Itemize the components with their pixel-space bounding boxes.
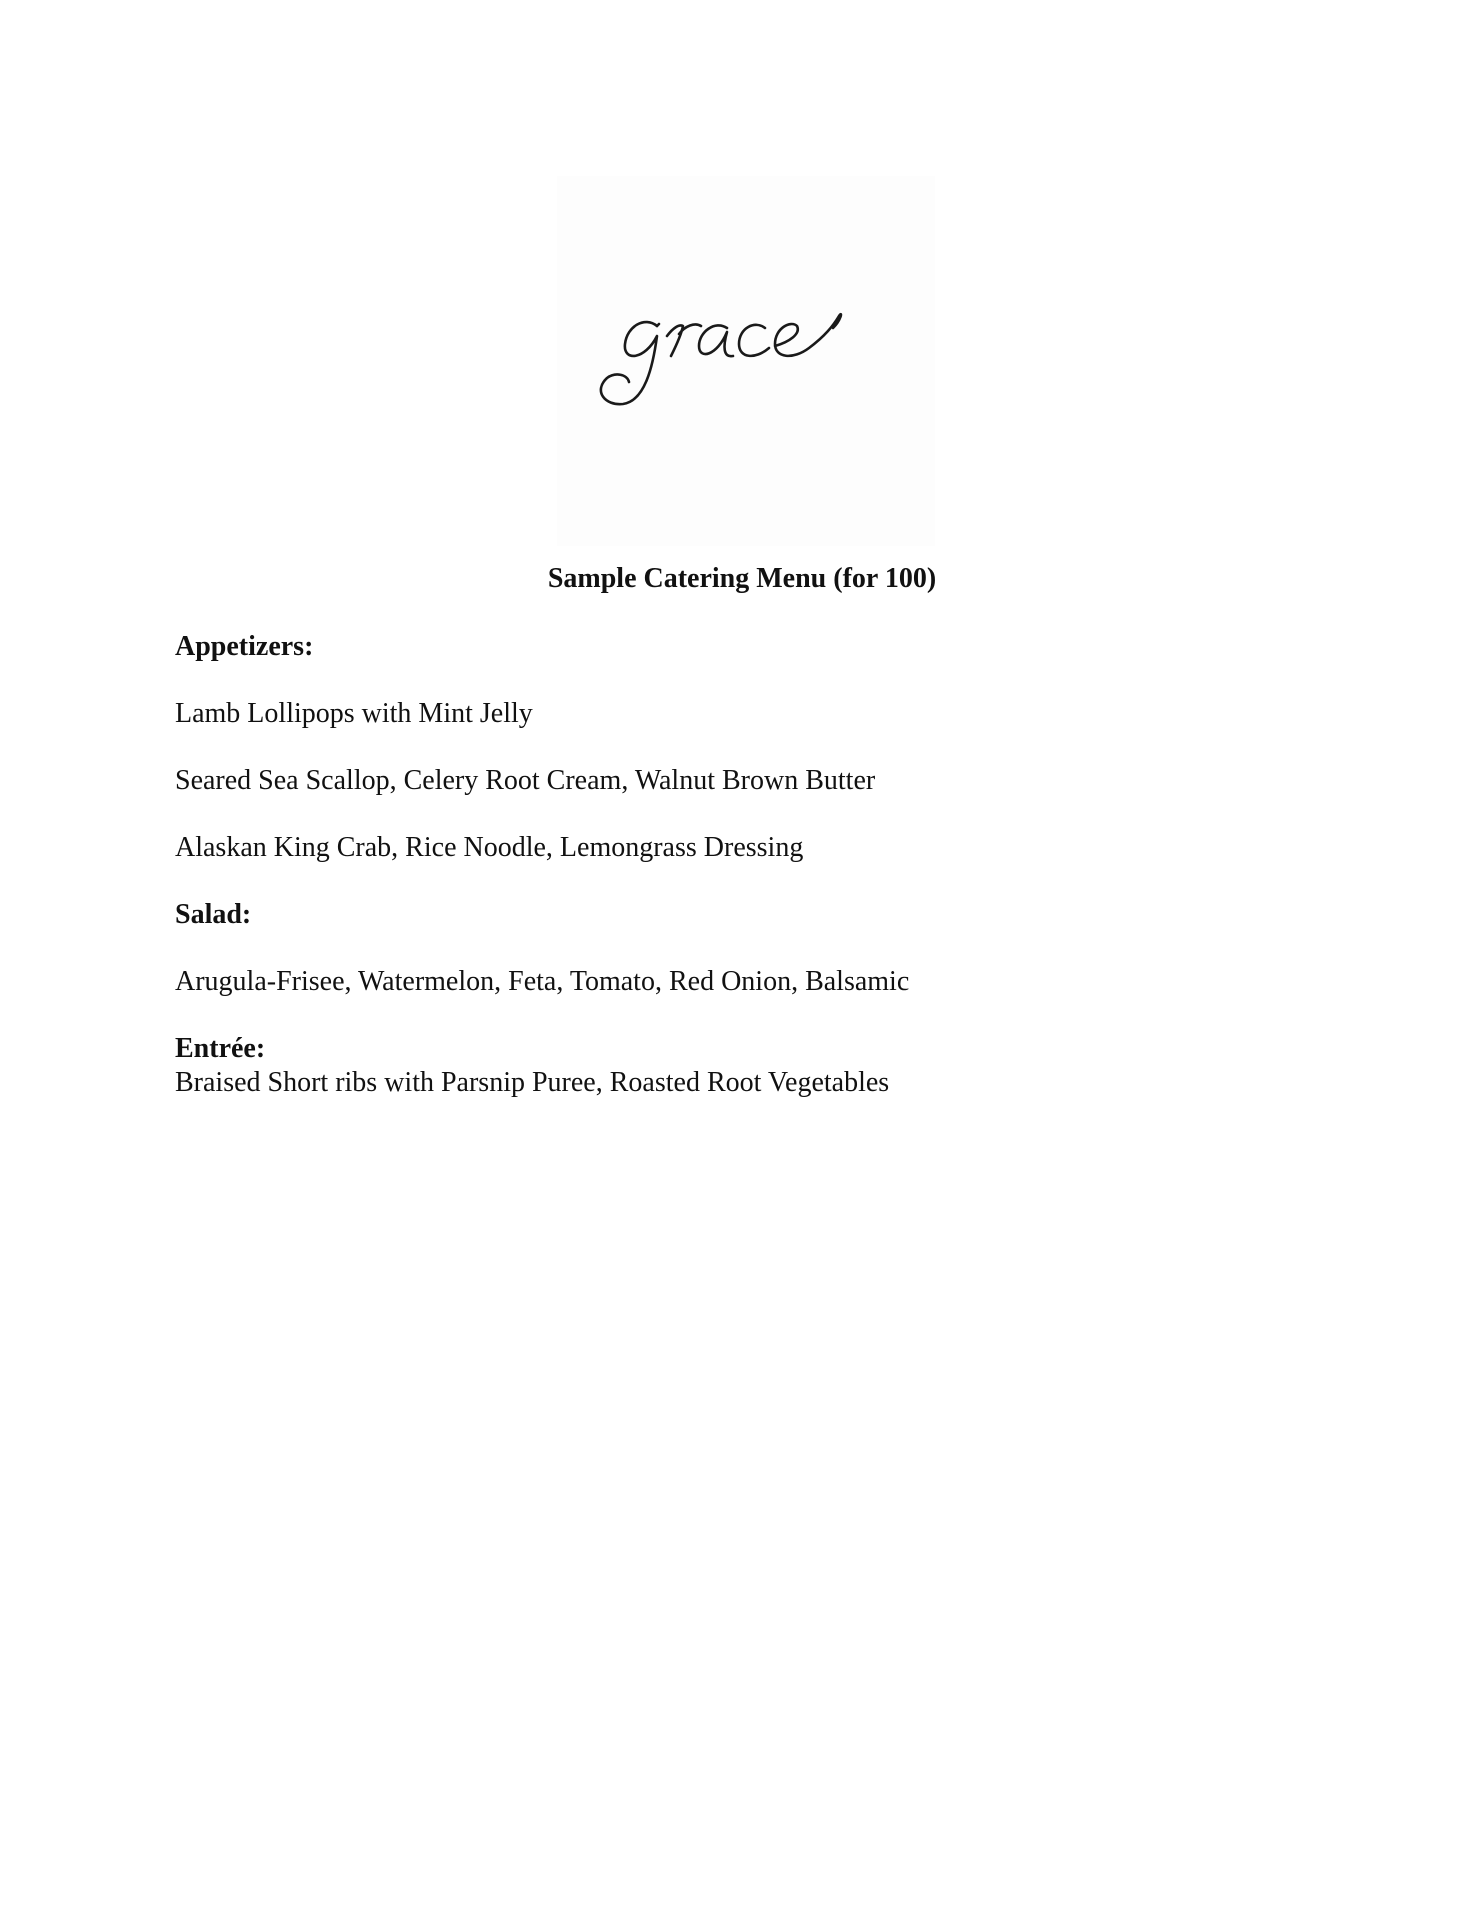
appetizer-item-1: Lamb Lollipops with Mint Jelly <box>175 698 533 729</box>
appetizers-heading: Appetizers: <box>175 631 314 662</box>
entree-item-1: Braised Short ribs with Parsnip Puree, Roasted Root Vegetables <box>175 1067 890 1098</box>
salad-item-1: Arugula-Frisee, Watermelon, Feta, Tomato, Red Onion, Balsamic <box>175 966 910 997</box>
appetizer-item-2: Seared Sea Scallop, Celery Root Cream, Walnut Brown Butter <box>175 765 876 796</box>
menu-title: Sample Catering Menu (for 100) <box>547 563 937 594</box>
salad-heading: Salad: <box>175 899 252 930</box>
appetizer-item-3: Alaskan King Crab, Rice Noodle, Lemongrass Dressing <box>175 832 804 863</box>
grace-script-wordmark <box>557 176 935 546</box>
entree-heading: Entrée: <box>175 1033 266 1064</box>
grace-logo <box>557 176 935 546</box>
